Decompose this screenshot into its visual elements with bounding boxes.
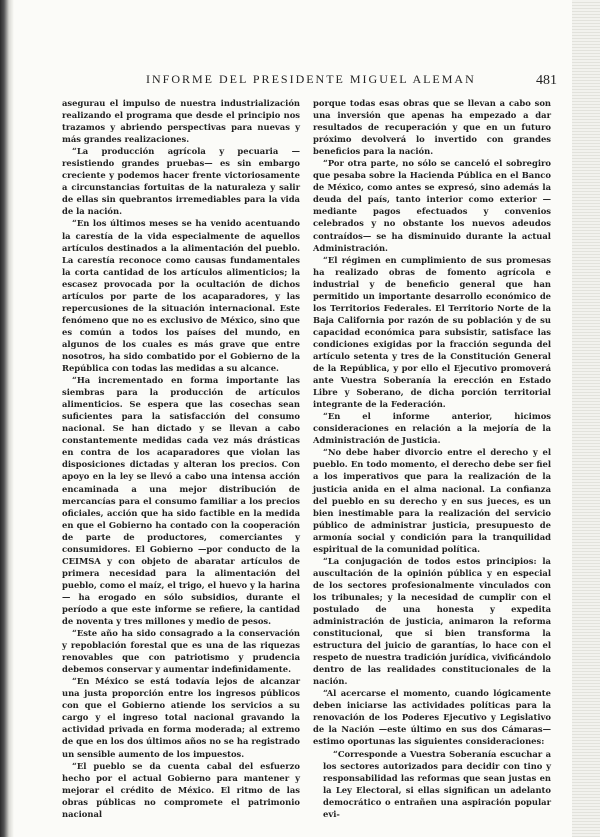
right-text-column <box>313 97 551 820</box>
paragraph: “Al acercarse el momento, cuando lógicamente deben iniciarse las actividades políticas para la renovación de los Poderes Ejecutivo y Legislativo de la Nación —este último en sus dos Cámaras— estimo oportunas las siguientes consideraciones: <box>313 688 551 747</box>
page-binding-edge <box>0 0 14 837</box>
paragraph: “Ha incrementado en forma importante las siembras para la producción de artículos alimenticios. Se espera que las cosechas sean suficientes para la satisfacción del consumo nacional. Se han dictado y se llevan a cabo constantemente medidas cada vez más drásticas en contra de los acaparadores que violan las disposiciones dictadas y alteran los precios. Con apoyo en la ley se llevó a cabo una intensa acción encaminada a una mejor distribución de mercancías para el consumo familiar a los precios oficiales, acción que ha sido factible en la medida en que el Gobierno ha contado con la cooperación de parte de productores, comerciantes y consumidores. El Gobierno —por conducto de la CEIMSA y con objeto de abaratar artículos de primera necesidad para la alimentación del pueblo, como el maíz, el trigo, el huevo y la harina— ha erogado en sólo subsidios, durante el período a que este informe se refiere, la cantidad de noventa y tres millones y medio de pesos. <box>62 375 300 627</box>
paragraph: “En el informe anterior, hicimos consideraciones en relación a la mejoría de la Administración de Justicia. <box>313 411 551 446</box>
left-text-column <box>62 97 300 820</box>
page-number: 481 <box>536 73 557 88</box>
paragraph: “Este año ha sido consagrado a la conservación y repoblación forestal que es una de las riquezas renovables que con patriotismo y prudencia debemos conservar y aumentar indefinidamente. <box>62 628 300 675</box>
paragraph: “La conjugación de todos estos principios: la auscultación de la opinión pública y en especial de los sectores profesionalmente vinculados con los tribunales; y la necesidad de cumplir con el postulado de una honesta y expedita administración de justicia, animaron la reforma constitucional, que si bien transforma la estructura del juicio de garantías, lo hace con el respeto de nuestra tradición jurídica, vivificándolo dentro de las realidades constitucionales de la nación. <box>313 555 551 687</box>
running-title: INFORME DEL PRESIDENTE MIGUEL ALEMAN <box>146 72 476 86</box>
paragraph: “El pueblo se da cuenta cabal del esfuerzo hecho por el actual Gobierno para mantener y mejorar el crédito de México. El ritmo de las obras públicas no compromete el patrimonio nacional <box>62 760 300 819</box>
paragraph: asegurau el impulso de nuestra industrialización realizando el programa que desde el principio nos trazamos y abriendo perspectivas para nuevas y más grandes realizaciones. <box>62 98 300 145</box>
paragraph: “Corresponde a Vuestra Soberanía escuchar a los sectores autorizados para decidir con tino y responsabilidad las reformas que sean justas en la Ley Electoral, si ellas significan un adelanto democrático o entrañen una aspiración popular evi- <box>323 748 551 819</box>
paragraph: “La producción agrícola y pecuaria —resistiendo grandes pruebas— es sin embargo creciente y podemos hacer frente victoriosamente a circunstancias fortuitas de la naturaleza y salir de ellas sin quebrantos irremediables para la vida de la nación. <box>62 146 300 217</box>
paragraph: “En los últimos meses se ha venido acentuando la carestía de la vida especialmente de aquellos artículos destinados a la alimentación del pueblo. La carestía reconoce como causas fundamentales la corta cantidad de los artículos alimenticios; la escasez provocada por la ocultación de dichos artículos por parte de los acaparadores, y las repercusiones de la situación internacional. Este fenómeno que no es exclusivo de México, sino que es común a todos los países del mundo, en algunos de los cuales es más grave que entre nosotros, ha sido combatido por el Gobierno de la República con todas las medidas a su alcance. <box>62 218 300 374</box>
paragraph: “El régimen en cumplimiento de sus promesas ha realizado obras de fomento agrícola e industrial y de beneficio general que han permitido un importante desarrollo económico de los Territorios Federales. El Territorio Norte de la Baja California por razón de su población y de su capacidad económica para subsistir, satisface las condiciones exigidas por la fracción segunda del artículo setenta y tres de la Constitución General de la República, y por ello el Ejecutivo promoverá ante Vuestra Soberanía la erección en Estado Libre y Soberano, de dicha porción territorial integrante de la Federación. <box>313 254 551 410</box>
paragraph: “No debe haber divorcio entre el derecho y el pueblo. En todo momento, el derecho debe ser fiel a los imperativos que para la realización de la justicia anida en el alma nacional. La confianza del pueblo en su derecho y en sus jueces, es un bien inestimable para la realización del servicio público de administrar justicia, presupuesto de armonía social y condición para la tranquilidad espiritual de la comunidad política. <box>313 447 551 554</box>
paragraph: porque todas esas obras que se llevan a cabo son una inversión que apenas ha empezado a dar resultados de recuperación y que en un futuro próximo devolverá lo invertido con grandes beneficios para la nación. <box>313 98 551 157</box>
paragraph: “Por otra parte, no sólo se canceló el sobregiro que pesaba sobre la Hacienda Pública en el Banco de México, como antes se expresó, sino además la deuda del país, tanto interior como exterior —mediante pagos efectuados y convenios celebrados y no obstante los nuevos adeudos contraídos— se ha disminuido durante la actual Administración. <box>313 158 551 253</box>
paragraph: “En México se está todavía lejos de alcanzar una justa proporción entre los ingresos públicos con que el Gobierno atiende los servicios a su cargo y el ingreso total nacional gravando la actividad privada en forma moderada; al extremo de que en los dos últimos años no se ha registrado un sensible aumento de los impuestos. <box>62 676 300 759</box>
page-right-edge <box>572 0 600 837</box>
